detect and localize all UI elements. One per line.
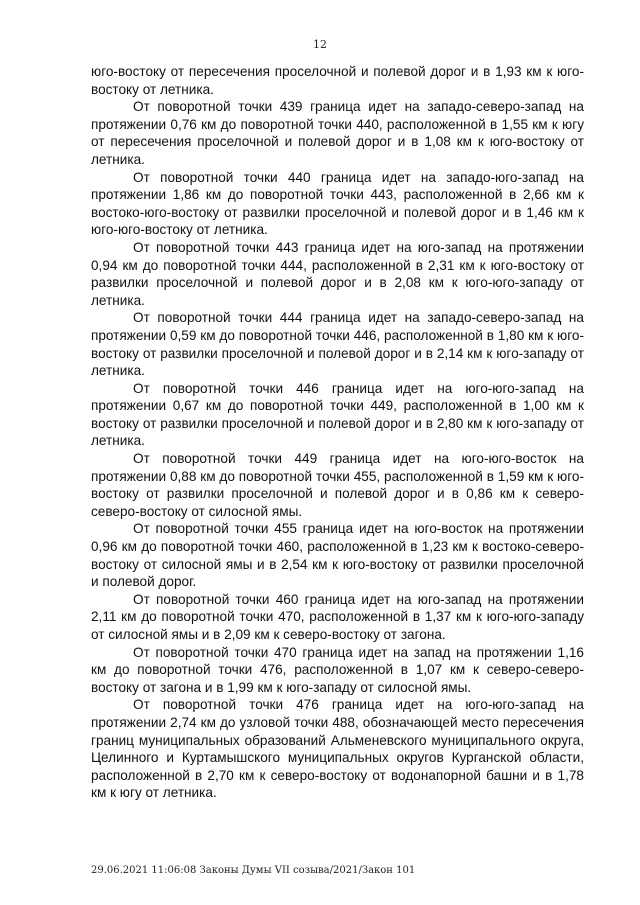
paragraph: От поворотной точки 476 граница идет на юго-юго-запад на протяжении 2,74 км до узловой точки 488, обозначающей место пересечения границ муниципальных образований Альменевского муниципального округа, Целинного и Куртамышского муниципальных округов Курганской области, расположенной в 2,70 км к северо-востоку от водонапорной башни и в 1,78 км к югу от летника.	[91, 697, 584, 801]
paragraph: От поворотной точки 449 граница идет на юго-юго-восток на протяжении 0,88 км до поворотной точки 455, расположенной в 1,59 км к юго-востоку от развилки проселочной и полевой дорог и в 0,86 км к северо-северо-востоку от силосной ямы.	[91, 451, 584, 519]
document-body	[91, 63, 584, 802]
paragraph: От поворотной точки 443 граница идет на юго-запад на протяжении 0,94 км до поворотной точки 444, расположенной в 2,31 км к юго-востоку от развилки проселочной и полевой дорог и в 2,08 км к юго-юго-западу от летника.	[91, 239, 584, 308]
paragraph: От поворотной точки 460 граница идет на юго-запад на протяжении 2,11 км до поворотной точки 470, расположенной в 1,37 км к юго-юго-западу от силосной ямы и в 2,09 км к северо-востоку от загона.	[91, 591, 584, 642]
paragraph: От поворотной точки 470 граница идет на запад на протяжении 1,16 км до поворотной точки 476, расположенной в 1,07 км к северо-северо-востоку от загона и в 1,99 км к юго-западу от силосной ямы.	[91, 644, 584, 695]
paragraph-continued: юго-востоку от пересечения проселочной и полевой дорог и в 1,93 км к юго-востоку от летника.	[91, 64, 584, 97]
paragraph: От поворотной точки 444 граница идет на западо-северо-запад на протяжении 0,59 км до поворотной точки 446, расположенной в 1,80 км к юго-востоку от развилки проселочной и полевой дорог и в 2,14 км к юго-западу от летника.	[91, 310, 584, 379]
paragraph: От поворотной точки 440 граница идет на западо-юго-запад на протяжении 1,86 км до поворотной точки 443, расположенной в 2,66 км к востоко-юго-востоку от развилки проселочной и полевой дорог и в 1,46 км к юго-юго-востоку от летника.	[91, 169, 584, 238]
paragraph: От поворотной точки 439 граница идет на западо-северо-запад на протяжении 0,76 км до поворотной точки 440, расположенной в 1,55 км к югу от пересечения проселочной и полевой дорог и в 1,08 км к юго-востоку от летника.	[91, 99, 584, 167]
paragraph: От поворотной точки 446 граница идет на юго-юго-запад на протяжении 0,67 км до поворотной точки 449, расположенной в 1,00 км к востоку от развилки проселочной и полевой дорог и в 2,80 км к юго-западу от летника.	[91, 380, 584, 449]
footer-stamp: 29.06.2021 11:06:08 Законы Думы VII созыва/2021/Закон 101	[91, 865, 416, 876]
page-number: 12	[313, 38, 327, 51]
paragraph: От поворотной точки 455 граница идет на юго-восток на протяжении 0,96 км до поворотной точки 460, расположенной в 1,23 км к востоко-северо-востоку от силосной ямы и в 2,54 км к юго-востоку от развилки проселочной и полевой дорог.	[91, 521, 584, 590]
